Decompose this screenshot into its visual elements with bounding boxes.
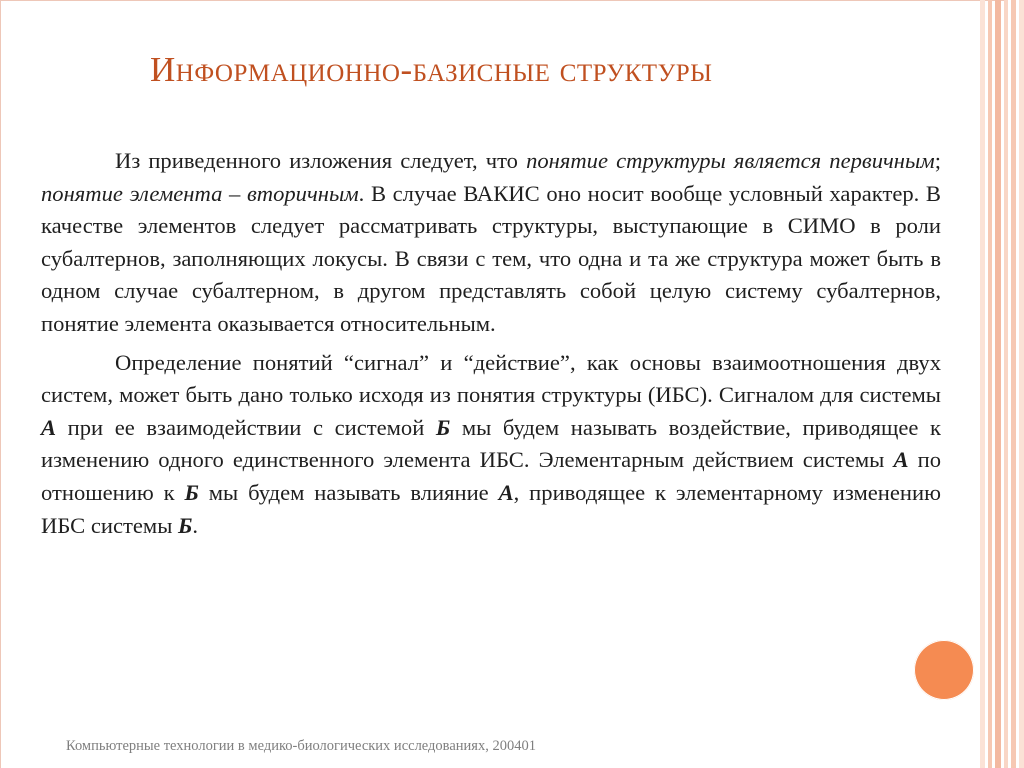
p2-system-b-1: Б	[435, 414, 451, 440]
p1-text-2: ;	[934, 148, 941, 173]
decor-stripe-4	[1004, 0, 1008, 768]
p2-system-a-1: А	[41, 414, 57, 440]
decor-stripe-5	[1011, 0, 1016, 768]
decor-stripe-2	[988, 0, 992, 768]
p1-emphasis-2: понятие элемента – вторичным	[41, 180, 359, 206]
paragraph-1	[41, 145, 941, 341]
p2-system-b-2: Б	[184, 479, 199, 505]
p2-text-5: мы будем называть влияние	[198, 479, 499, 505]
p2-text-7: .	[192, 512, 199, 538]
p2-system-b-3: Б	[178, 512, 193, 538]
p2-text-6: , приводящее к элементарному изменению ИБС системы	[41, 479, 941, 538]
decor-circle	[914, 640, 974, 700]
p2-text-3: мы будем называть воздействие, приводящее к изменению одного единственного элемента ИБС. Элементарным действием системы	[41, 414, 941, 473]
decor-stripe-1	[980, 0, 985, 768]
slide-body	[41, 145, 941, 542]
slide-title: Информационно-базисные структуры	[150, 50, 713, 89]
p2-text-2: при ее взаимодействии с системой	[56, 414, 436, 440]
decor-stripe-6	[1019, 0, 1024, 768]
p2-system-a-3: А	[498, 479, 514, 505]
p1-text-3: . В случае ВАКИС оно носит вообще условный характер. В качестве элементов следует рассматривать структуры, выступающие в СИМО в роли субалтернов, заполняющих локусы. В связи с тем, что одна и та же структура может быть в одном случае субалтерном, в другом представлять собой целую систему субалтернов, понятие элемента оказывается относительным.	[41, 180, 941, 336]
slide-footer: Компьютерные технологии в медико-биологических исследованиях, 200401	[66, 738, 536, 754]
p1-emphasis-1: понятие структуры является первичным	[526, 148, 935, 173]
p2-system-a-2: А	[893, 447, 909, 473]
p2-text-1: Определение понятий “сигнал” и “действие”, как основы взаимоотношения двух систем, может быть дано только исходя из понятия структуры (ИБС). Сигналом для системы	[41, 349, 941, 408]
p2-text-4: по отношению к	[41, 447, 942, 505]
paragraph-2	[41, 347, 941, 543]
decor-stripe-3	[995, 0, 1001, 768]
p1-text-1: Из приведенного изложения следует, что	[115, 148, 527, 173]
